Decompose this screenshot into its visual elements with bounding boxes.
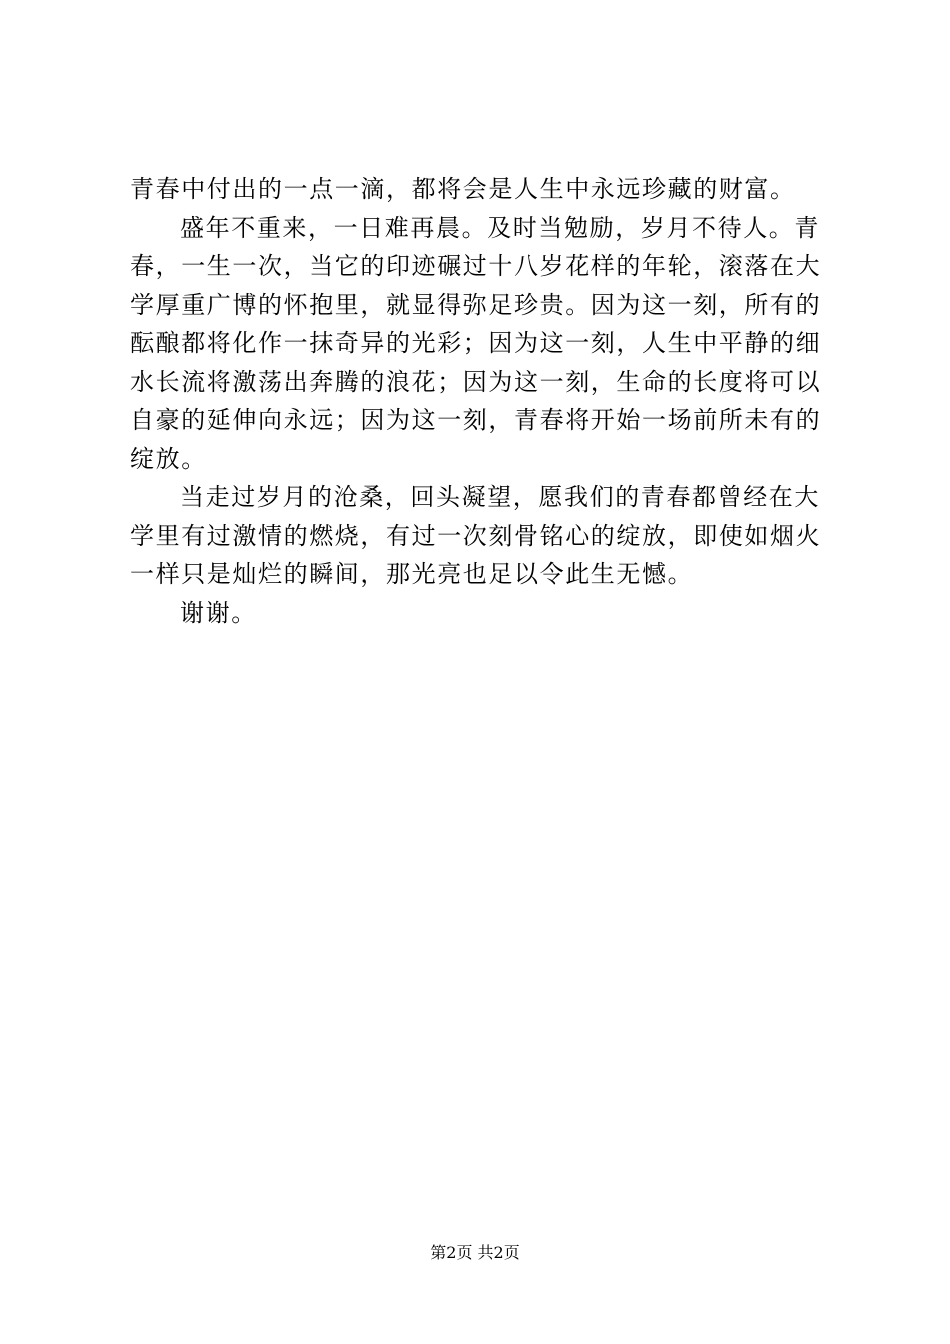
text-line: 酝酿都将化作一抹奇异的光彩；因为这一刻，人生中平静的细 [130, 329, 822, 357]
text-line: 青春中付出的一点一滴，都将会是人生中永远珍藏的财富。 [130, 175, 796, 203]
text-line: 春，一生一次，当它的印迹碾过十八岁花样的年轮，滚落在大 [130, 252, 822, 280]
paragraph-line: 盛年不重来，一日难再晨。及时当勉励，岁月不待人。青 [180, 213, 820, 242]
text-line: 绽放。 [130, 444, 207, 473]
text-line: 学厚重广博的怀抱里，就显得弥足珍贵。因为这一刻，所有的 [130, 290, 822, 319]
text-line: 水长流将激荡出奔腾的浪花；因为这一刻，生命的长度将可以 [130, 367, 822, 396]
page-footer: 第2页 共2页 [430, 1243, 520, 1262]
text-line: 一样只是灿烂的瞬间，那光亮也足以令此生无憾。 [130, 560, 694, 588]
text-line: 学里有过激情的燃烧，有过一次刻骨铭心的绽放，即使如烟火 [130, 521, 822, 550]
document-body [130, 170, 826, 632]
closing-line: 谢谢。 [180, 598, 257, 627]
paragraph-line: 当走过岁月的沧桑，回头凝望，愿我们的青春都曾经在大 [180, 483, 820, 511]
text-line: 自豪的延伸向永远；因为这一刻，青春将开始一场前所未有的 [130, 406, 822, 434]
